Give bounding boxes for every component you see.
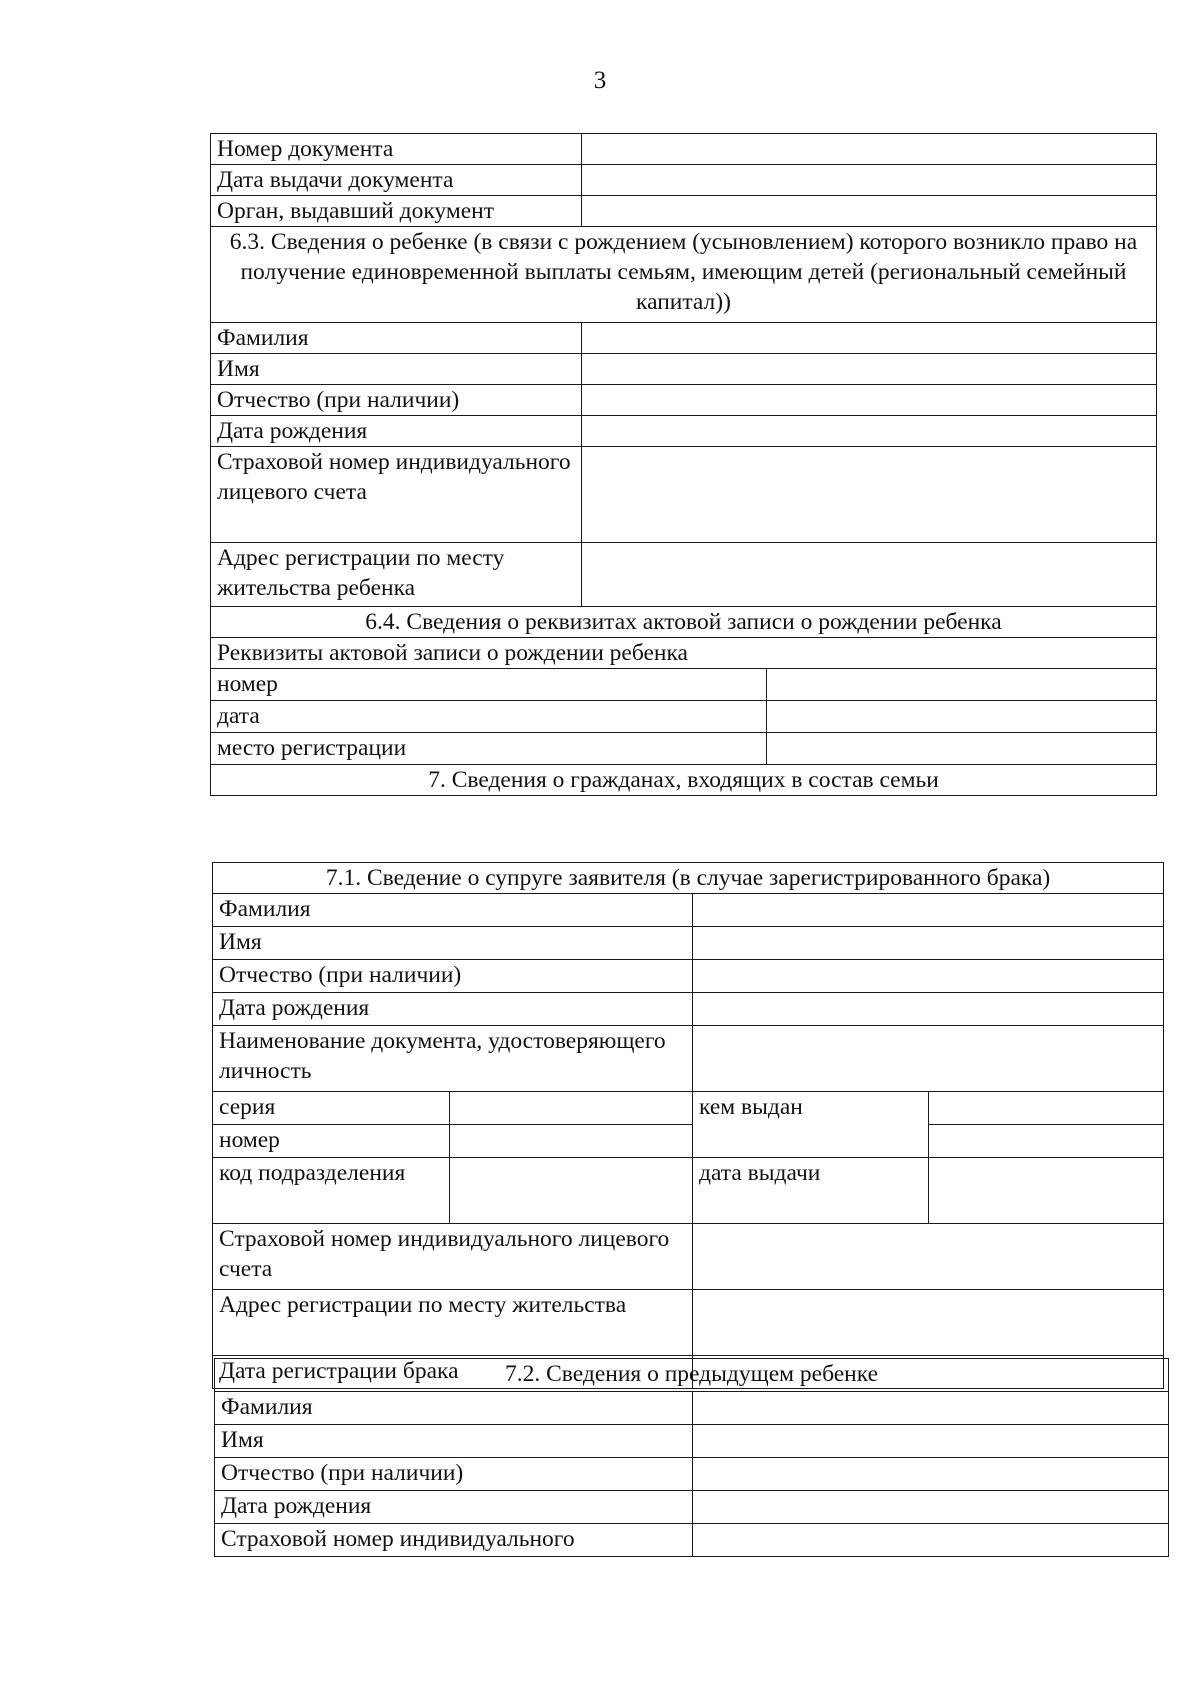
field-label-issued-by: кем выдан [693,1092,929,1158]
table-row [215,1392,1169,1425]
field-label-child-snils: Страховой номер индивидуального лицевого счета [211,447,582,543]
table-row [211,607,1157,638]
section-header-7-2: 7.2. Сведения о предыдущем ребенке [215,1359,1169,1392]
table-row [215,1359,1169,1392]
table-row [211,165,1157,196]
field-label-record-place: место регистрации [211,733,767,765]
table-row [213,927,1164,960]
field-label-document-issue-date: Дата выдачи документа [211,165,582,196]
table-row [211,196,1157,227]
record-date-value[interactable] [767,701,1157,733]
table-row [215,1425,1169,1458]
table-row [211,227,1157,323]
field-label-spouse-address: Адрес регистрации по месту жительства [213,1290,693,1356]
table-row [211,669,1157,701]
field-label-prev-child-snils: Страховой номер индивидуального [215,1524,693,1557]
field-label-prev-child-name: Имя [215,1425,693,1458]
table-row [211,765,1157,796]
spouse-address-value[interactable] [693,1290,1164,1356]
document-issue-date-value[interactable] [582,165,1157,196]
field-label-spouse-id-document: Наименование документа, удостоверяющего личность [213,1026,693,1092]
field-label-child-name: Имя [211,354,582,385]
field-label-spouse-birth-date: Дата рождения [213,993,693,1026]
section-header-6-4: 6.4. Сведения о реквизитах актовой записи о рождении ребенка [211,607,1157,638]
field-label-prev-child-surname: Фамилия [215,1392,693,1425]
field-label-division-code: код подразделения [213,1158,450,1224]
field-label-series: серия [213,1092,450,1125]
field-label-record-number: номер [211,669,767,701]
field-label-document-number: Номер документа [211,134,582,165]
table-row [211,638,1157,669]
field-label-prev-child-patronymic: Отчество (при наличии) [215,1458,693,1491]
issuing-authority-value[interactable] [582,196,1157,227]
child-birth-date-value[interactable] [582,416,1157,447]
field-label-spouse-name: Имя [213,927,693,960]
table-row [211,701,1157,733]
table-row [213,863,1164,894]
prev-child-surname-value[interactable] [693,1392,1169,1425]
table-row [211,323,1157,354]
field-label-marriage-date: Дата регистрации брака [213,1356,693,1389]
field-label-child-surname: Фамилия [211,323,582,354]
table-row [213,1125,1164,1158]
table-row [211,416,1157,447]
table-row [211,385,1157,416]
table-row [211,447,1157,543]
table-row [211,543,1157,607]
child-name-value[interactable] [582,354,1157,385]
issued-by-value-continued[interactable] [929,1125,1164,1158]
field-label-prev-child-birth-date: Дата рождения [215,1491,693,1524]
field-label-spouse-patronymic: Отчество (при наличии) [213,960,693,993]
table-row [213,894,1164,927]
table-row [213,1026,1164,1092]
table-row [211,354,1157,385]
table-row [213,1158,1164,1224]
field-label-child-address: Адрес регистрации по месту жительства ребенка [211,543,582,607]
field-label-number: номер [213,1125,450,1158]
section-header-7: 7. Сведения о гражданах, входящих в состав семьи [211,765,1157,796]
table-row [213,993,1164,1026]
prev-child-snils-value[interactable] [693,1524,1169,1557]
field-label-record-date: дата [211,701,767,733]
section-header-7-1: 7.1. Сведение о супруге заявителя (в случае зарегистрированного брака) [213,863,1164,894]
table-row [213,1092,1164,1125]
division-code-value[interactable] [450,1158,693,1224]
spouse-name-value[interactable] [693,927,1164,960]
child-snils-value[interactable] [582,447,1157,543]
field-label-issuing-authority: Орган, выдавший документ [211,196,582,227]
prev-child-patronymic-value[interactable] [693,1458,1169,1491]
field-label-spouse-surname: Фамилия [213,894,693,927]
spouse-id-document-value[interactable] [693,1026,1164,1092]
prev-child-birth-date-value[interactable] [693,1491,1169,1524]
table-row [215,1524,1169,1557]
issue-date-value[interactable] [929,1158,1164,1224]
subheader-birth-record-details: Реквизиты актовой записи о рождении ребенка [211,638,1157,669]
series-value[interactable] [450,1092,693,1125]
record-number-value[interactable] [767,669,1157,701]
form-table-spouse [212,862,1164,1389]
table-row [213,960,1164,993]
field-label-issue-date: дата выдачи [693,1158,929,1224]
table-row [213,1224,1164,1290]
issued-by-value[interactable] [929,1092,1164,1125]
table-row [215,1491,1169,1524]
spouse-snils-value[interactable] [693,1224,1164,1290]
table-row [211,733,1157,765]
number-value[interactable] [450,1125,693,1158]
spouse-patronymic-value[interactable] [693,960,1164,993]
form-table-previous-child [214,1358,1169,1557]
field-label-child-patronymic: Отчество (при наличии) [211,385,582,416]
prev-child-name-value[interactable] [693,1425,1169,1458]
table-row [213,1290,1164,1356]
spouse-surname-value[interactable] [693,894,1164,927]
record-place-value[interactable] [767,733,1157,765]
table-row [211,134,1157,165]
page-number: 3 [593,67,607,94]
field-label-child-birth-date: Дата рождения [211,416,582,447]
child-surname-value[interactable] [582,323,1157,354]
form-table-applicant-child [210,133,1157,796]
table-row [215,1458,1169,1491]
document-number-value[interactable] [582,134,1157,165]
field-label-spouse-snils: Страховой номер индивидуального лицевого счета [213,1224,693,1290]
child-address-value[interactable] [582,543,1157,607]
section-header-6-3: 6.3. Сведения о ребенке (в связи с рождением (усыновлением) которого возникло право на получение единовременной выплаты семьям, имеющим детей (региональный семейный капитал)) [211,227,1157,323]
child-patronymic-value[interactable] [582,385,1157,416]
spouse-birth-date-value[interactable] [693,993,1164,1026]
